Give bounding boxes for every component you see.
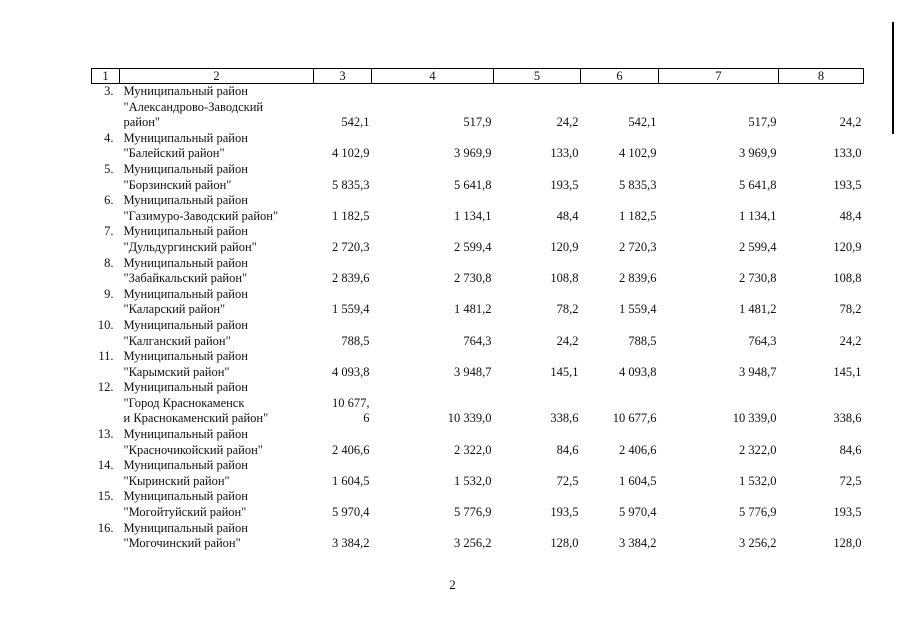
row-index: 15. xyxy=(97,489,114,504)
cell-col-6: 4 093,8 xyxy=(619,364,657,379)
district-name-line: район" xyxy=(123,115,161,130)
cell-col-4: 1 481,2 xyxy=(454,302,492,317)
cell-col-8: 193,5 xyxy=(833,177,862,192)
cell-col-4: 517,9 xyxy=(463,115,492,130)
district-name xyxy=(120,162,314,193)
cell-col-3-line: 2 839,6 xyxy=(332,271,370,286)
district-name-line: "Карымский район" xyxy=(123,364,230,379)
cell-col-3-line: 2 720,3 xyxy=(332,239,370,254)
cell-col-3 xyxy=(314,84,372,131)
table-row xyxy=(92,193,864,224)
cell-col-6: 2 406,6 xyxy=(619,442,657,457)
district-name-line: Муниципальный район xyxy=(123,161,248,176)
row-index: 8. xyxy=(104,255,114,270)
cell-col-8: 128,0 xyxy=(833,536,862,551)
cell-col-6: 1 559,4 xyxy=(619,302,657,317)
cell-col-6: 2 839,6 xyxy=(619,271,657,286)
row-index: 13. xyxy=(97,427,114,442)
district-name xyxy=(120,489,314,520)
cell-col-3-line: 1 559,4 xyxy=(332,302,370,317)
cell-col-7: 3 948,7 xyxy=(739,364,777,379)
district-name-line: Муниципальный район xyxy=(123,286,248,301)
header-row xyxy=(92,69,864,84)
district-name-line: "Город Краснокаменск xyxy=(123,395,245,410)
district-name-line: Муниципальный район xyxy=(123,255,248,270)
cell-col-3 xyxy=(314,193,372,224)
cell-col-5: 48,4 xyxy=(556,208,579,223)
cell-col-3-line: 788,5 xyxy=(341,333,370,348)
cell-col-6: 1 182,5 xyxy=(619,208,657,223)
cell-col-7: 5 776,9 xyxy=(739,505,777,520)
page-number: 2 xyxy=(449,577,456,592)
row-index: 14. xyxy=(97,458,114,473)
district-name-line: Муниципальный район xyxy=(123,380,248,395)
district-name-line: "Красночикойский район" xyxy=(123,442,263,457)
cell-col-5: 78,2 xyxy=(556,302,579,317)
cell-col-8: 338,6 xyxy=(833,411,862,426)
cell-col-3 xyxy=(314,489,372,520)
district-name-line: Муниципальный район xyxy=(123,84,248,98)
cell-col-7: 517,9 xyxy=(748,115,777,130)
header-col-5: 5 xyxy=(494,69,581,84)
header-col-2: 2 xyxy=(120,69,314,84)
header-col-4: 4 xyxy=(372,69,494,84)
table-row xyxy=(92,489,864,520)
cell-col-3 xyxy=(314,162,372,193)
cell-col-3 xyxy=(314,256,372,287)
table-header xyxy=(92,69,864,84)
district-name xyxy=(120,458,314,489)
cell-col-6: 788,5 xyxy=(628,333,657,348)
table-row xyxy=(92,318,864,349)
cell-col-7: 3 969,9 xyxy=(739,146,777,161)
cell-col-8: 24,2 xyxy=(839,115,862,130)
table-row xyxy=(92,131,864,162)
row-index: 11. xyxy=(98,349,114,364)
district-name-line: "Кыринский район" xyxy=(123,473,230,488)
cell-col-7: 764,3 xyxy=(748,333,777,348)
district-name-line: "Александрово-Заводский xyxy=(123,99,264,114)
cell-col-6: 5 835,3 xyxy=(619,177,657,192)
table-row xyxy=(92,162,864,193)
cell-col-3-line: 1 604,5 xyxy=(332,473,370,488)
district-name-line: "Балейский район" xyxy=(123,146,225,161)
cell-col-7: 3 256,2 xyxy=(739,536,777,551)
cell-col-8: 120,9 xyxy=(833,239,862,254)
row-index: 12. xyxy=(97,380,114,395)
cell-col-6: 4 102,9 xyxy=(619,146,657,161)
cell-col-8: 193,5 xyxy=(833,505,862,520)
row-index: 6. xyxy=(104,193,114,208)
cell-col-3-line: 5 835,3 xyxy=(332,177,370,192)
cell-col-4: 3 948,7 xyxy=(454,364,492,379)
budget-table xyxy=(91,68,864,552)
header-col-3: 3 xyxy=(314,69,372,84)
cell-col-6: 542,1 xyxy=(628,115,657,130)
cell-col-8: 133,0 xyxy=(833,146,862,161)
cell-col-6: 5 970,4 xyxy=(619,505,657,520)
cell-col-8: 78,2 xyxy=(839,302,862,317)
row-index: 16. xyxy=(97,520,114,535)
cell-col-7: 2 322,0 xyxy=(739,442,777,457)
district-name-line: Муниципальный район xyxy=(123,489,248,504)
cell-col-8: 145,1 xyxy=(833,364,862,379)
row-index: 10. xyxy=(97,317,114,332)
district-name xyxy=(120,521,314,552)
cell-col-3-line: 10 677, xyxy=(332,395,370,410)
cell-col-6: 2 720,3 xyxy=(619,239,657,254)
cell-col-3 xyxy=(314,380,372,427)
district-name xyxy=(120,84,314,131)
cell-col-7: 10 339,0 xyxy=(732,411,777,426)
cell-col-8: 72,5 xyxy=(839,473,862,488)
table-row xyxy=(92,224,864,255)
cell-col-4: 5 776,9 xyxy=(454,505,492,520)
cell-col-5: 193,5 xyxy=(550,505,579,520)
cell-col-7: 2 730,8 xyxy=(739,271,777,286)
district-name xyxy=(120,193,314,224)
cell-col-7: 5 641,8 xyxy=(739,177,777,192)
district-name xyxy=(120,380,314,427)
district-name xyxy=(120,427,314,458)
cell-col-5: 108,8 xyxy=(550,271,579,286)
cell-col-4: 1 532,0 xyxy=(454,473,492,488)
cell-col-3 xyxy=(314,427,372,458)
table-row xyxy=(92,380,864,427)
cell-col-3 xyxy=(314,287,372,318)
district-name-line: Муниципальный район xyxy=(123,349,248,364)
cell-col-4: 10 339,0 xyxy=(447,411,492,426)
cell-col-4: 5 641,8 xyxy=(454,177,492,192)
row-index: 3. xyxy=(104,84,114,98)
cell-col-3 xyxy=(314,318,372,349)
cell-col-8: 24,2 xyxy=(839,333,862,348)
cell-col-5: 338,6 xyxy=(550,411,579,426)
cell-col-3-line: 542,1 xyxy=(341,115,370,130)
cell-col-3 xyxy=(314,458,372,489)
cell-col-7: 1 134,1 xyxy=(739,208,777,223)
cell-col-8: 48,4 xyxy=(839,208,862,223)
cell-col-3-line: 1 182,5 xyxy=(332,208,370,223)
cell-col-5: 24,2 xyxy=(556,333,579,348)
district-name-line: Муниципальный район xyxy=(123,520,248,535)
cell-col-5: 128,0 xyxy=(550,536,579,551)
district-name xyxy=(120,224,314,255)
cell-col-3-line: 5 970,4 xyxy=(332,505,370,520)
district-name-line: Муниципальный район xyxy=(123,458,248,473)
cell-col-7: 1 532,0 xyxy=(739,473,777,488)
district-name-line: Муниципальный район xyxy=(123,224,248,239)
cell-col-6: 3 384,2 xyxy=(619,536,657,551)
cell-col-6: 1 604,5 xyxy=(619,473,657,488)
district-name-line: Муниципальный район xyxy=(123,193,248,208)
margin-rule xyxy=(892,22,894,134)
table-row xyxy=(92,521,864,552)
cell-col-7: 2 599,4 xyxy=(739,239,777,254)
district-name xyxy=(120,131,314,162)
header-col-8: 8 xyxy=(779,69,864,84)
cell-col-5: 24,2 xyxy=(556,115,579,130)
district-name xyxy=(120,256,314,287)
district-name xyxy=(120,349,314,380)
cell-col-6: 10 677,6 xyxy=(612,411,657,426)
district-name-line: "Борзинский район" xyxy=(123,177,232,192)
cell-col-5: 120,9 xyxy=(550,239,579,254)
cell-col-3-line: 3 384,2 xyxy=(332,536,370,551)
district-name-line: Муниципальный район xyxy=(123,130,248,145)
table-row xyxy=(92,287,864,318)
cell-col-3-line: 2 406,6 xyxy=(332,442,370,457)
district-name-line: "Забайкальский район" xyxy=(123,271,248,286)
cell-col-4: 2 599,4 xyxy=(454,239,492,254)
cell-col-5: 145,1 xyxy=(550,364,579,379)
cell-col-4: 764,3 xyxy=(463,333,492,348)
cell-col-3-line: 6 xyxy=(363,411,370,426)
cell-col-5: 133,0 xyxy=(550,146,579,161)
header-col-7: 7 xyxy=(659,69,779,84)
cell-col-3-line: 4 093,8 xyxy=(332,364,370,379)
cell-col-4: 3 256,2 xyxy=(454,536,492,551)
cell-col-3 xyxy=(314,349,372,380)
cell-col-8: 84,6 xyxy=(839,442,862,457)
cell-col-8: 108,8 xyxy=(833,271,862,286)
table-row xyxy=(92,349,864,380)
cell-col-5: 84,6 xyxy=(556,442,579,457)
table-row xyxy=(92,458,864,489)
cell-col-4: 3 969,9 xyxy=(454,146,492,161)
district-name-line: "Газимуро-Заводский район" xyxy=(123,208,279,223)
table-row xyxy=(92,256,864,287)
cell-col-4: 2 730,8 xyxy=(454,271,492,286)
table-row xyxy=(92,427,864,458)
district-name-line: "Дульдургинский район" xyxy=(123,239,257,254)
table-body xyxy=(92,84,864,552)
cell-col-4: 1 134,1 xyxy=(454,208,492,223)
row-index: 9. xyxy=(104,286,114,301)
row-index: 7. xyxy=(104,224,114,239)
district-name xyxy=(120,287,314,318)
district-name-line: "Каларский район" xyxy=(123,302,226,317)
cell-col-5: 72,5 xyxy=(556,473,579,488)
row-index: 5. xyxy=(104,161,114,176)
cell-col-3 xyxy=(314,521,372,552)
cell-col-3 xyxy=(314,224,372,255)
row-index: 4. xyxy=(104,130,114,145)
cell-col-4: 2 322,0 xyxy=(454,442,492,457)
header-col-6: 6 xyxy=(581,69,659,84)
cell-col-5: 193,5 xyxy=(550,177,579,192)
cell-col-3 xyxy=(314,131,372,162)
header-col-1: 1 xyxy=(92,69,120,84)
district-name-line: "Могойтуйский район" xyxy=(123,505,247,520)
district-name-line: "Калганский район" xyxy=(123,333,231,348)
district-name-line: "Могочинский район" xyxy=(123,536,241,551)
cell-col-3-line: 4 102,9 xyxy=(332,146,370,161)
district-name-line: Муниципальный район xyxy=(123,427,248,442)
cell-col-7: 1 481,2 xyxy=(739,302,777,317)
table-row xyxy=(92,84,864,131)
district-name-line: и Краснокаменский район" xyxy=(123,411,269,426)
district-name xyxy=(120,318,314,349)
district-name-line: Муниципальный район xyxy=(123,317,248,332)
